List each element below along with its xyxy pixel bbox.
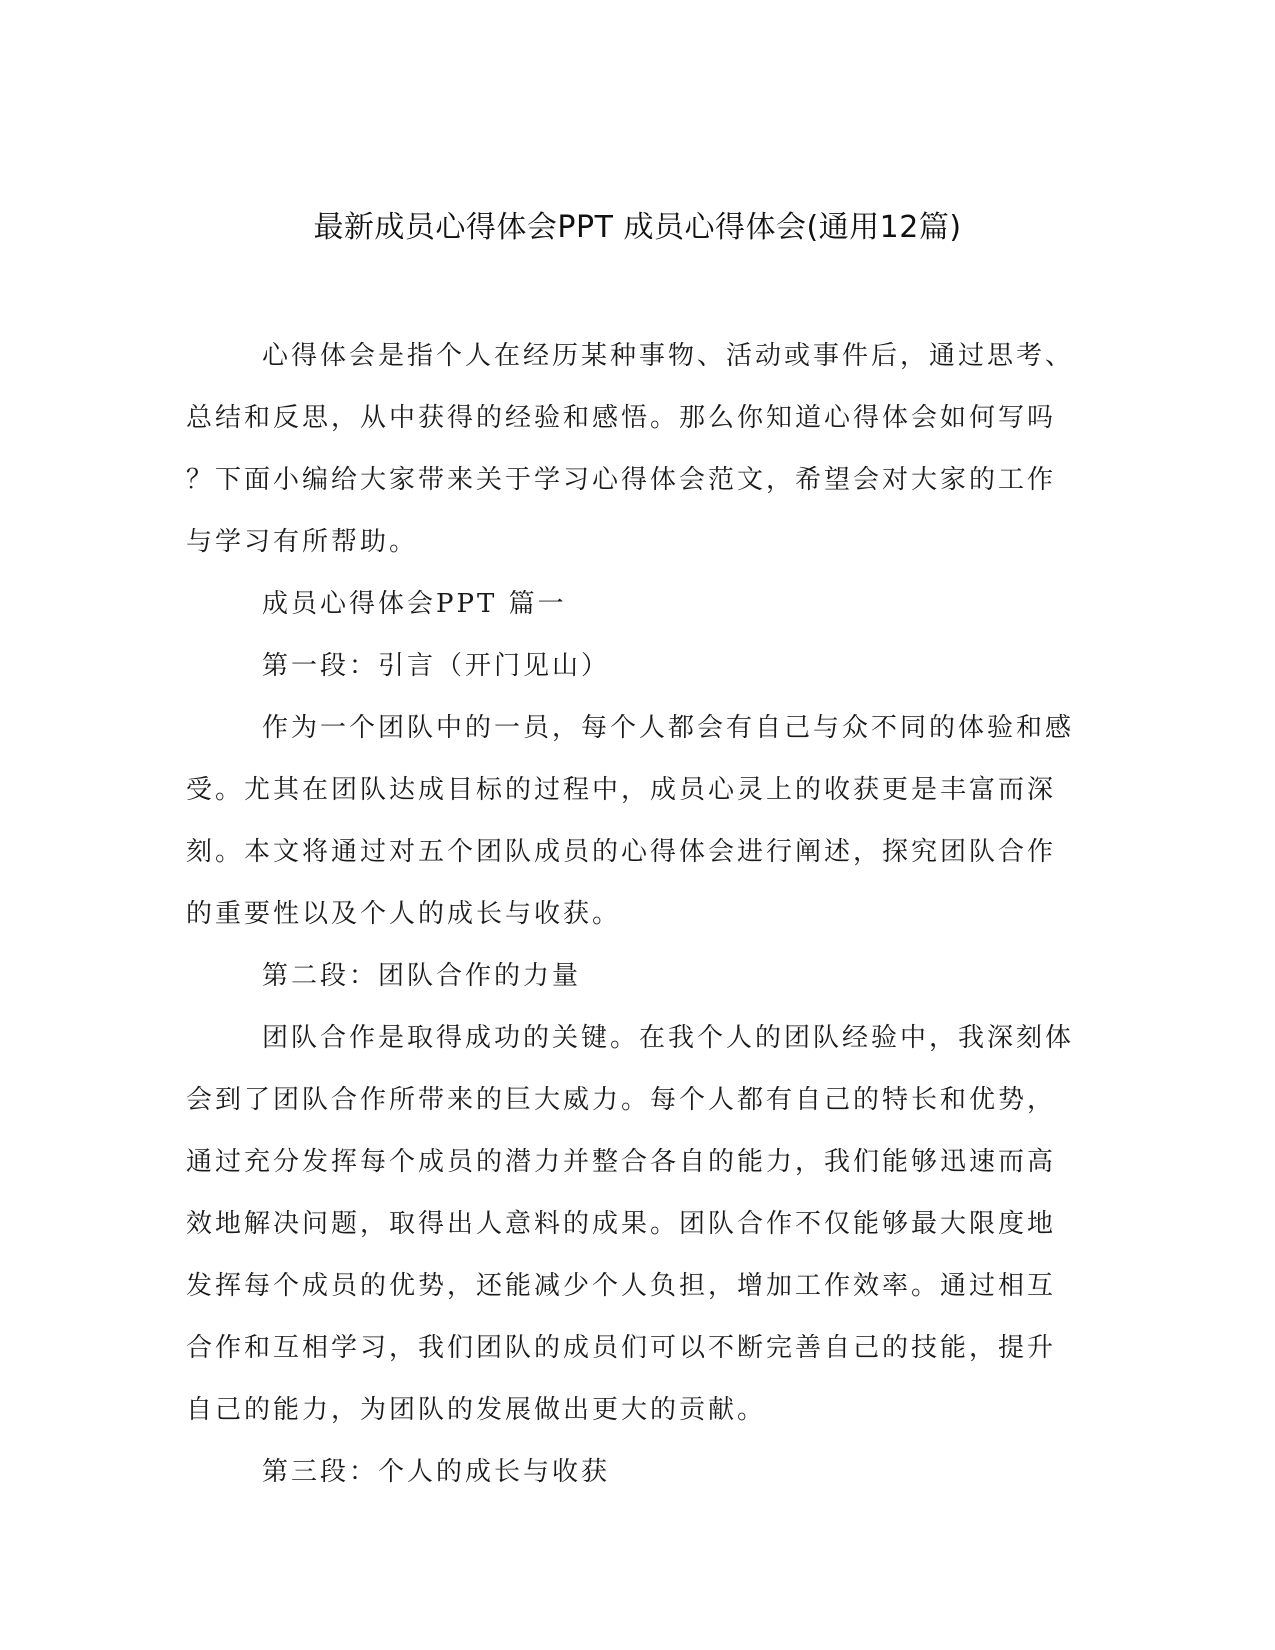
paragraph-2-line-4: 效地解决问题，取得出人意料的成果。团队合作不仅能够最大限度地 <box>186 1209 1057 1239</box>
paragraph-heading-2: 第二段：团队合作的力量 <box>262 961 582 991</box>
intro-line-2: 总结和反思，从中获得的经验和感悟。那么你知道心得体会如何写吗 <box>186 403 1057 433</box>
paragraph-heading-3: 第三段：个人的成长与收获 <box>262 1457 611 1487</box>
paragraph-1-line-4: 的重要性以及个人的成长与收获。 <box>186 899 622 929</box>
section-heading-part-one: 成员心得体会PPT 篇一 <box>262 589 567 619</box>
paragraph-2-line-3: 通过充分发挥每个成员的潜力并整合各自的能力，我们能够迅速而高 <box>186 1147 1057 1177</box>
paragraph-1-line-1: 作为一个团队中的一员，每个人都会有自己与众不同的体验和感 <box>262 713 1075 743</box>
intro-line-1: 心得体会是指个人在经历某种事物、活动或事件后，通过思考、 <box>262 341 1075 371</box>
document-title: 最新成员心得体会PPT 成员心得体会(通用12篇) <box>313 210 962 245</box>
intro-line-3: ？下面小编给大家带来关于学习心得体会范文，希望会对大家的工作 <box>186 465 1057 495</box>
paragraph-2-line-5: 发挥每个成员的优势，还能减少个人负担，增加工作效率。通过相互 <box>186 1271 1057 1301</box>
intro-line-4: 与学习有所帮助。 <box>186 527 419 557</box>
paragraph-heading-1: 第一段：引言（开门见山） <box>262 651 611 681</box>
paragraph-2-line-2: 会到了团队合作所带来的巨大威力。每个人都有自己的特长和优势， <box>186 1085 1057 1115</box>
paragraph-2-line-1: 团队合作是取得成功的关键。在我个人的团队经验中，我深刻体 <box>262 1023 1075 1053</box>
document-body <box>186 325 1075 1503</box>
paragraph-1-line-3: 刻。本文将通过对五个团队成员的心得体会进行阐述，探究团队合作 <box>186 837 1057 867</box>
paragraph-2-line-7: 自己的能力，为团队的发展做出更大的贡献。 <box>186 1395 767 1425</box>
paragraph-1-line-2: 受。尤其在团队达成目标的过程中，成员心灵上的收获更是丰富而深 <box>186 775 1057 805</box>
paragraph-2-line-6: 合作和互相学习，我们团队的成员们可以不断完善自己的技能，提升 <box>186 1333 1057 1363</box>
